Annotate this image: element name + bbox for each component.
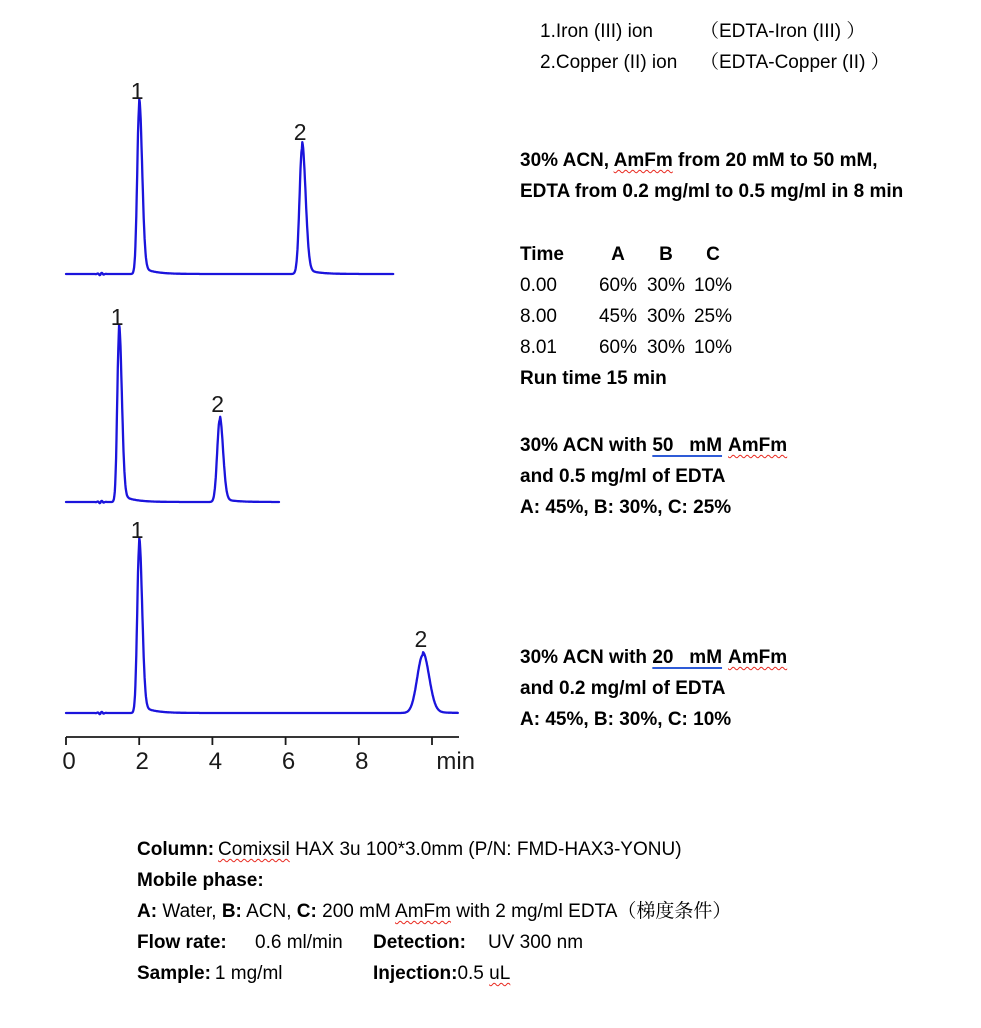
gradient-table-header: Time: [520, 244, 565, 265]
chromatogram-trace-isocratic-20mM: [66, 538, 458, 714]
peak-label: 1: [110, 304, 124, 330]
underlined-concentration: 20 mM: [652, 647, 723, 668]
legend-complex-2: （EDTA-Copper (II) ）: [700, 52, 890, 73]
gradient-cond-text: from 20 mM to 50 mM,: [672, 150, 878, 171]
condition-text: 30% ACN with: [520, 435, 653, 456]
phase-c-label: C:: [296, 901, 317, 922]
x-axis-tick-label: 0: [62, 748, 76, 775]
method-column-line: [137, 834, 897, 865]
sample-injection-line: [137, 958, 897, 989]
legend-analyte-2: 2.Copper (II) ion: [540, 52, 678, 73]
method-details-block: [137, 834, 897, 989]
mobile-phase-label: Mobile phase:: [137, 870, 264, 891]
gradient-table-row: [520, 270, 738, 301]
underlined-concentration: 50 mM: [652, 435, 723, 456]
condition-20mM-line-2: and 0.2 mg/ml of EDTA: [520, 678, 726, 699]
peak-label: 1: [130, 78, 144, 104]
chromatogram-svg: [0, 0, 510, 790]
condition-50mM-line-3: A: 45%, B: 30%, C: 25%: [520, 497, 732, 518]
condition-50mM-line-1: [520, 430, 787, 461]
x-axis-tick-label: 2: [135, 748, 149, 775]
sample-group: [137, 958, 373, 989]
legend-line-1: [540, 16, 890, 47]
peak-label: 2: [293, 119, 307, 145]
gradient-table: [520, 239, 738, 394]
gradient-table-header: B: [659, 244, 673, 265]
peak-label: 2: [211, 391, 225, 417]
injection-value: 0.5: [457, 963, 490, 984]
gradient-table-cell: 0.00: [520, 275, 557, 296]
sample-label: Sample:: [137, 963, 211, 984]
gradient-table-cell: 25%: [693, 306, 733, 327]
sample-value: 1 mg/ml: [214, 963, 283, 984]
mobile-phase-composition-line: [137, 896, 897, 927]
gradient-table-cell: 8.00: [520, 306, 557, 327]
amfm-term: AmFm: [613, 150, 673, 171]
condition-50mM-block: [520, 430, 787, 523]
legend-line-2: [540, 47, 890, 78]
gradient-condition-line-1: [520, 145, 903, 176]
gradient-cond-text: 30% ACN,: [520, 150, 614, 171]
gradient-condition-line-2: EDTA from 0.2 mg/ml to 0.5 mg/ml in 8 min: [520, 181, 904, 202]
flow-rate-label: Flow rate:: [137, 932, 227, 953]
column-label: Column:: [137, 839, 215, 860]
gradient-table-cell: 60%: [598, 337, 638, 358]
phase-c-value: 200 mM: [316, 901, 396, 922]
phase-b-label: B:: [221, 901, 242, 922]
legend-analyte-1: 1.Iron (III) ion: [540, 21, 653, 42]
condition-20mM-block: [520, 642, 787, 735]
x-axis-unit-label: min: [436, 748, 475, 775]
condition-20mM-line-1: [520, 642, 787, 673]
gradient-table-row: [520, 301, 738, 332]
peak-label: 1: [130, 517, 144, 543]
amfm-term: AmFm: [395, 901, 451, 922]
injection-label: Injection:: [373, 963, 458, 984]
condition-20mM-line-3: A: 45%, B: 30%, C: 10%: [520, 709, 732, 730]
gradient-table-row: [520, 332, 738, 363]
phase-b-value: ACN,: [241, 901, 297, 922]
column-name: Comixsil: [218, 839, 290, 860]
run-time-note: Run time 15 min: [520, 368, 667, 389]
gradient-table-cell: 45%: [598, 306, 638, 327]
condition-50mM-line-2: and 0.5 mg/ml of EDTA: [520, 466, 726, 487]
x-axis-tick-label: 6: [281, 748, 296, 775]
column-spec: HAX 3u 100*3.0mm (P/N: FMD-HAX3-YONU): [289, 839, 682, 860]
x-axis-tick-label: 8: [355, 748, 369, 775]
phase-c-value: with 2 mg/ml EDTA: [450, 901, 618, 922]
gradient-table-cell: 10%: [693, 275, 733, 296]
gradient-table-cell: 30%: [646, 275, 686, 296]
gradient-table-cell: 60%: [598, 275, 638, 296]
peak-legend: [540, 16, 890, 78]
detection-value: UV 300 nm: [488, 932, 584, 953]
flow-detection-line: [137, 927, 897, 958]
gradient-condition-block: [520, 145, 903, 207]
injection-unit: uL: [489, 963, 511, 984]
gradient-table-header: C: [706, 244, 720, 265]
gradient-table-cell: 8.01: [520, 337, 557, 358]
condition-text: 30% ACN with: [520, 647, 653, 668]
flow-rate-value: 0.6 ml/min: [255, 932, 343, 953]
peak-label: 2: [414, 626, 428, 652]
amfm-term: AmFm: [728, 435, 788, 456]
gradient-table-cell: 10%: [693, 337, 733, 358]
chromatogram-trace-gradient-20-to-50mM: [66, 99, 393, 275]
gradient-note-cn: （梯度条件）: [617, 901, 732, 922]
phase-a-value: Water,: [157, 901, 222, 922]
x-axis-tick-label: 4: [208, 748, 223, 775]
phase-a-label: A:: [137, 901, 158, 922]
gradient-table-cell: 30%: [646, 337, 686, 358]
legend-complex-1: （EDTA-Iron (III) ）: [700, 21, 866, 42]
gradient-table-header: A: [611, 244, 625, 265]
gradient-table-header-row: [520, 239, 738, 270]
gradient-table-cell: 30%: [646, 306, 686, 327]
detection-label: Detection:: [373, 932, 466, 953]
amfm-term: AmFm: [728, 647, 788, 668]
flow-rate-group: [137, 927, 373, 958]
chromatogram-trace-isocratic-50mM: [66, 325, 279, 504]
